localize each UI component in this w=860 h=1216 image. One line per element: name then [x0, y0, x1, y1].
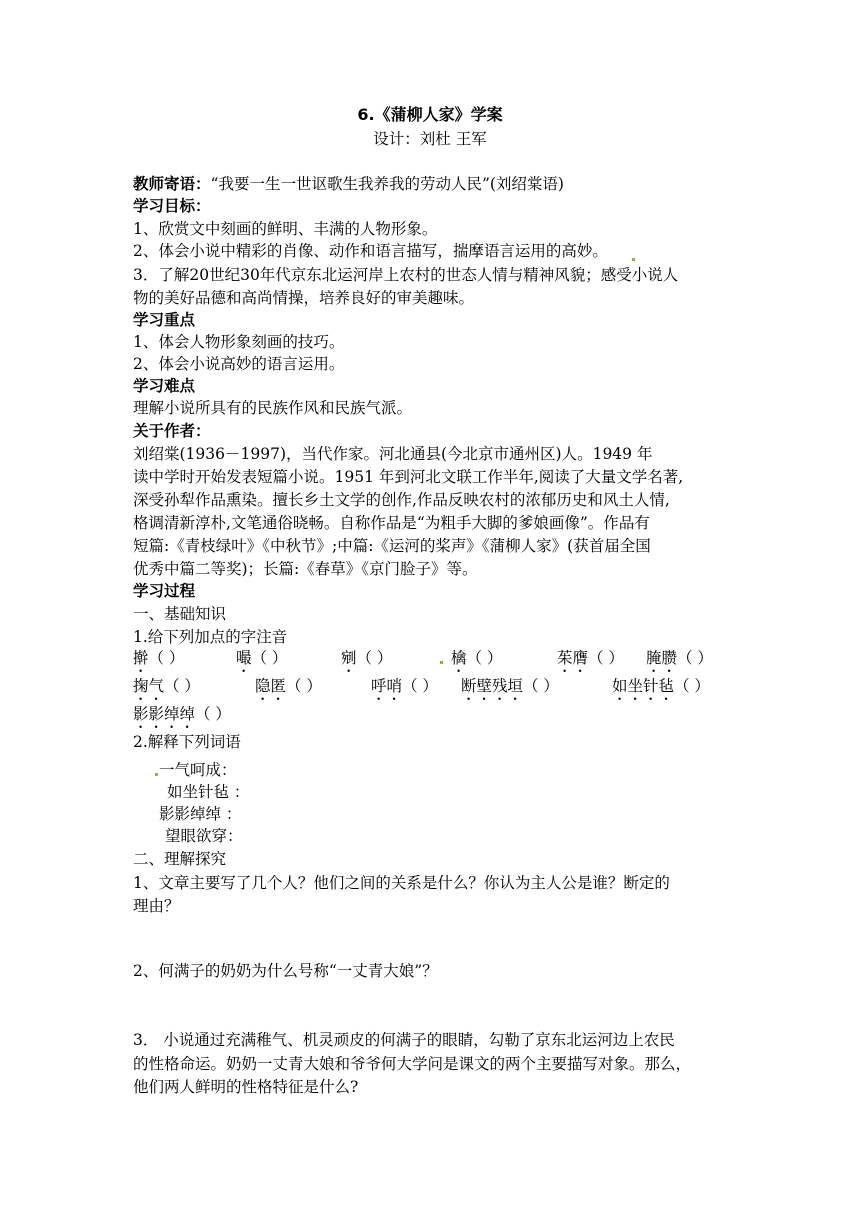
teacher-motto	[133, 173, 564, 195]
question-3-cont: 的性格命运。奶奶一丈青大娘和爷爷何大学问是课文的两个主要描写对象。那么，	[133, 1055, 692, 1073]
goal-item: 2、体会小说中精彩的肖像、动作和语言描写，揣摩语言运用的高妙。	[133, 242, 608, 260]
section-understanding: 二、理解探究	[133, 850, 227, 868]
author-heading: 关于作者：	[133, 422, 211, 440]
green-dot-mark	[632, 258, 635, 261]
pinyin-item: 影影绰绰（ ）	[133, 705, 231, 723]
goal-item: 1、欣赏文中刻画的鲜明、丰满的人物形象。	[133, 220, 438, 238]
motto-text: “我要一生一世讴歌生我养我的劳动人民”(刘绍棠语)	[210, 175, 564, 193]
question-vocabulary: 2.解释下列词语	[133, 733, 241, 751]
page-title: 6.《蒲柳人家》学案	[357, 105, 503, 124]
question-1: 1、文章主要写了几个人？他们之间的关系是什么？你认为主人公是谁？断定的	[133, 874, 670, 892]
pinyin-item: 隐匿（ ）	[255, 677, 322, 695]
question-3-cont: 他们两人鲜明的性格特征是什么?	[133, 1078, 359, 1096]
author-line: 优秀中篇二等奖)；长篇:《春草》《京门脸子》等。	[133, 560, 478, 578]
key-point-item: 1、体会人物形象刻画的技巧。	[133, 333, 345, 351]
author-line: 短篇:《青枝绿叶》《中秋节》;中篇:《运河的桨声》《蒲柳人家》(获首届全国	[133, 537, 651, 555]
author-line: 读中学时开始发表短篇小说。1951 年到河北文联工作半年,阅读了大量文学名著,	[133, 468, 684, 486]
pinyin-item: 腌臜（ ）	[646, 649, 713, 667]
difficulty-heading: 学习难点	[133, 377, 196, 395]
goals-heading: 学习目标：	[133, 197, 211, 215]
green-dot-mark	[440, 661, 443, 664]
pinyin-item: 嘬（ ）	[236, 649, 288, 667]
pinyin-item: 如坐针毡（ ）	[612, 677, 710, 695]
vocab-term: 一气呵成：	[159, 761, 237, 779]
pinyin-item: 檎（ ）	[451, 649, 503, 667]
question-2: 2、何满子的奶奶为什么号称“一丈青大娘”？	[133, 962, 438, 980]
question-3: 3． 小说通过充满稚气、机灵顽皮的何满子的眼睛，勾勒了京东北运河边上农民	[133, 1031, 675, 1049]
designer-credit: 设计：刘杜 王军	[373, 130, 487, 148]
pinyin-item: 断壁残垣（ ）	[461, 677, 559, 695]
question-1-cont: 理由？	[133, 897, 180, 915]
author-line: 深受孙犁作品熏染。擅长乡土文学的创作,作品反映农村的浓郁历史和风土人情,	[133, 491, 670, 509]
vocab-term: 望眼欲穿：	[165, 827, 243, 845]
process-heading: 学习过程	[133, 582, 196, 600]
difficulty-text: 理解小说所具有的民族作风和民族气派。	[133, 399, 413, 417]
goal-item: 物的美好品德和高尚情操，培养良好的审美趣味。	[133, 289, 475, 307]
goal-item: 3．了解20世纪30年代京东北运河岸上农村的世态人情与精神风貌；感受小说人	[133, 266, 679, 284]
key-point-item: 2、体会小说高妙的语言运用。	[133, 355, 345, 373]
question-pinyin: 1.给下列加点的字注音	[133, 628, 288, 646]
motto-label: 教师寄语：	[133, 175, 211, 193]
pinyin-item: 掬气（ ）	[133, 677, 200, 695]
green-dot-mark	[155, 773, 158, 776]
section-basic-knowledge: 一、基础知识	[133, 605, 227, 623]
key-points-heading: 学习重点	[133, 311, 196, 329]
author-line: 格调清新淳朴,文笔通俗晓畅。自称作品是“为粗手大脚的爹娘画像”。作品有	[133, 514, 650, 532]
pinyin-item: 擀（ ）	[133, 649, 185, 667]
vocab-term: 如坐针毡 ：	[167, 783, 250, 801]
pinyin-item: 呼哨（ ）	[371, 677, 438, 695]
pinyin-item: 剜（ ）	[341, 649, 393, 667]
pinyin-item: 茱膺（ ）	[557, 649, 624, 667]
author-line: 刘绍棠(1936－1997)，当代作家。河北通县(今北京市通州区)人。1949 年	[133, 445, 653, 463]
vocab-term: 影影绰绰 ：	[159, 805, 242, 823]
